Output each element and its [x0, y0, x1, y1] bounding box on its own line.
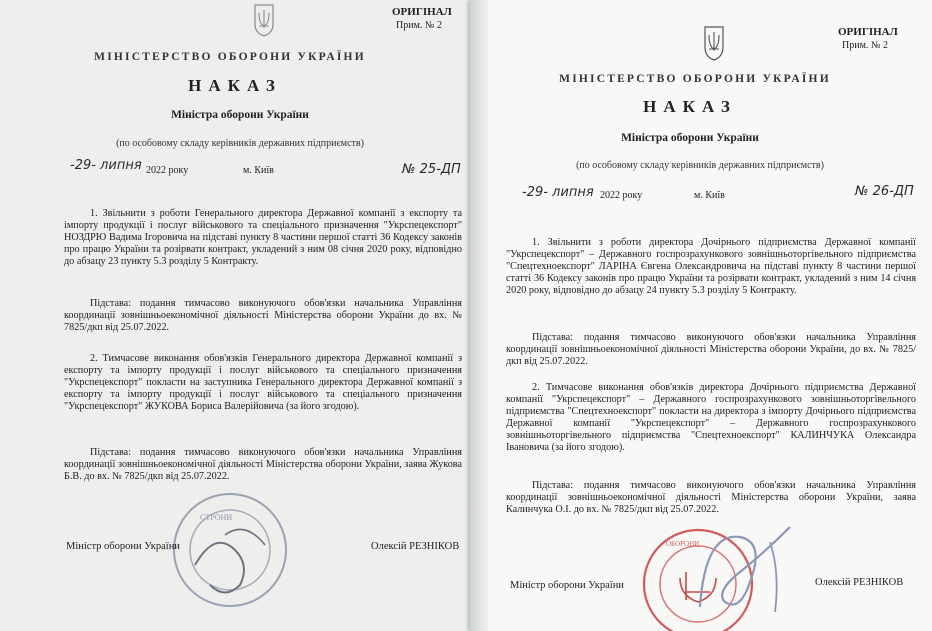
handwritten-date: -29- липня: [70, 158, 142, 173]
scan-edge: [470, 0, 488, 631]
order-subtitle: (по особовому складу керівників державних підприємств): [576, 160, 824, 171]
official-stamp-icon: [170, 490, 290, 610]
basis-2: Підстава: подання тимчасово виконуючого обов'язки начальника Управління координації зовнішньоекономічної діяльності Міністерства оборони України, заява Жукова Б.В. до вх. № 7825/дкп від 25.07.2022.: [64, 447, 462, 482]
ministry-heading: МІНІСТЕРСТВО ОБОРОНИ УКРАЇНИ: [94, 51, 366, 63]
order-number: № 26-ДП: [855, 184, 914, 199]
svg-text:СТРОНИ: СТРОНИ: [200, 513, 233, 522]
basis-1: Підстава: подання тимчасово виконуючого обов'язки начальника Управління координації зовнішньоекономічної діяльності Міністерства оборони України до вх. № 7825/дкп від 25.07.2022.: [64, 298, 462, 333]
signer-title: Міністр оборони України: [66, 541, 180, 552]
paragraph-2: 2. Тимчасове виконання обов'язків директора Дочірнього підприємства Державної компанії "Укрспецекспорт" – Державного госпрозрахункового зовнішньоторгівельного підприємства "Спецтехноекспорт" покласти на директора з імпорту Дочірнього підприємства Державної компанії "Укрспецекспорт" – Державного госпрозрахункового зовнішньоторгівельного підприємства "Спецтехноекспорт" КАЛИНЧУКА Олександра Івановича (за його згодою).: [506, 382, 916, 453]
appendix-label: Прим. № 2: [396, 20, 442, 31]
svg-text:ОБОРОНИ: ОБОРОНИ: [666, 540, 700, 548]
order-title: НАКАЗ: [188, 76, 282, 95]
order-title: НАКАЗ: [643, 97, 737, 116]
signer-name: Олексій РЕЗНІКОВ: [815, 577, 904, 588]
order-subtitle: (по особовому складу керівників державних підприємств): [116, 138, 364, 149]
original-label: ОРИГІНАЛ: [838, 26, 898, 38]
signature-icon: [670, 512, 820, 627]
basis-2: Підстава: подання тимчасово виконуючого обов'язки начальника Управління координації зовнішньоекономічної діяльності Міністерства оборони України, заява Калинчука О.І. до вх. № 7825/дкп від 25.07.2022.: [506, 480, 916, 515]
order-year: 2022 року: [146, 165, 189, 176]
order-page-26: [470, 0, 932, 631]
issuer-heading: Міністра оборони України: [171, 109, 309, 121]
signer-name: Олексій РЕЗНІКОВ: [371, 541, 460, 552]
coat-of-arms-icon: [702, 24, 726, 62]
order-year: 2022 року: [600, 190, 643, 201]
order-number: № 25-ДП: [402, 162, 461, 177]
appendix-label: Прим. № 2: [842, 40, 888, 51]
original-label: ОРИГІНАЛ: [392, 6, 452, 18]
handwritten-date: -29- липня: [522, 185, 594, 200]
paragraph-1: 1. Звільнити з роботи директора Дочірнього підприємства Державної компанії "Укрспецекспорт" – Державного госпрозрахункового зовнішньоторгівельного підприємства "Спецтехноекспорт" ЛАРІНА Євгена Олександровича на підставі пункту 8 частини першої статті 36 Кодексу законів про працю України та розірвати контракт, укладений з ним 14 січня 2020 року, відповідно до абзацу 24 пункту 5.3 розділу 5 Контракту.: [506, 237, 916, 296]
paragraph-1: 1. Звільнити з роботи Генерального директора Державної компанії з експорту та імпорту продукції і послуг військового та спеціального призначення "Укрспецекспорт" НОЗДРЮ Вадима Ігоровича на підставі пункту 8 частини першої статті 36 Кодексу законів про працю України та розірвати контракт, укладений з ним 08 січня 2020 року, відповідно до абзацу 23 пункту 5.3 розділу 5 Контракту.: [64, 208, 462, 267]
paragraph-2: 2. Тимчасове виконання обов'язків Генерального директора Державної компанії з експорту та імпорту продукції і послуг військового та спеціального призначення "Укрспецекспорт" покласти на заступника Генерального директора Державної компанії з експорту та імпорту продукції і послуг військового та спеціального призначення "Укрспецекспорт" ЖУКОВА Бориса Валерійовича (за його згодою).: [64, 353, 462, 412]
coat-of-arms-icon: [252, 2, 276, 38]
issuer-heading: Міністра оборони України: [621, 132, 759, 144]
order-city: м. Київ: [694, 190, 725, 201]
basis-1: Підстава: подання тимчасово виконуючого обов'язки начальника Управління координації зовнішньоекономічної діяльності Міністерства оборони України, до вх. № 7825/дкп від 25.07.2022.: [506, 332, 916, 367]
order-city: м. Київ: [243, 165, 274, 176]
ministry-heading: МІНІСТЕРСТВО ОБОРОНИ УКРАЇНИ: [559, 73, 831, 85]
signer-title: Міністр оборони України: [510, 580, 624, 591]
